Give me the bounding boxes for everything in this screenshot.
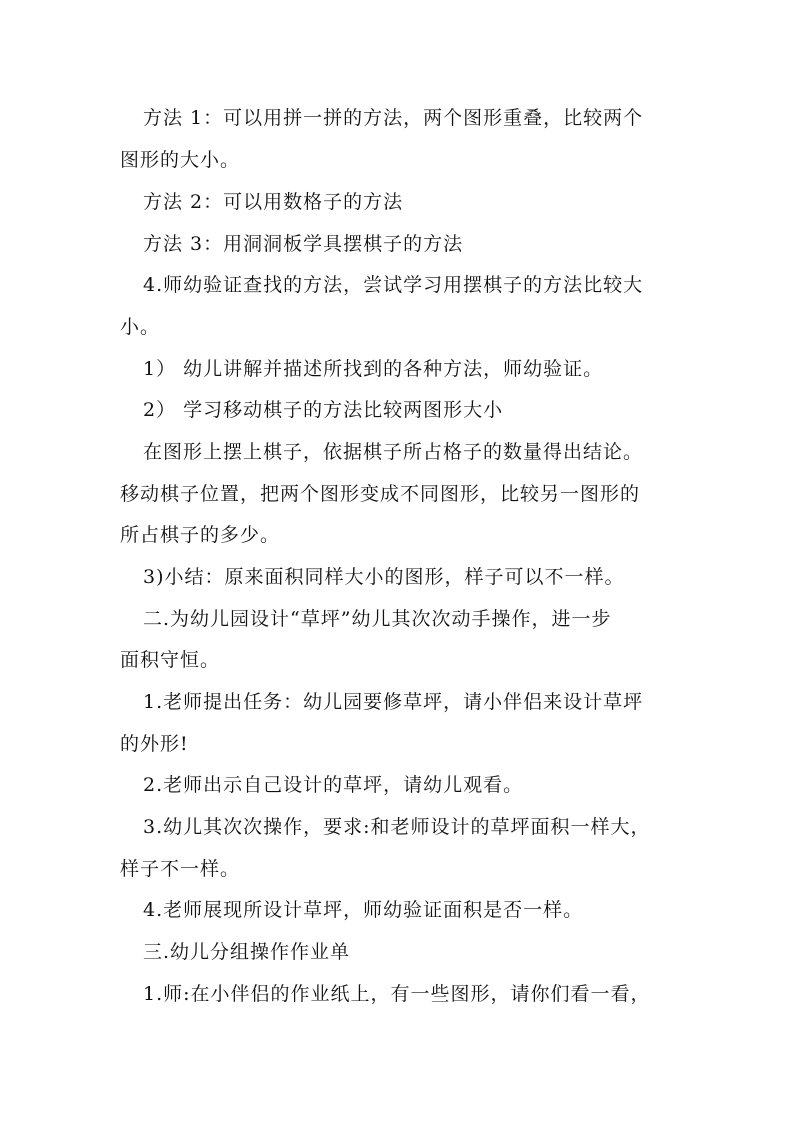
text-line: 二.为幼儿园设计“草坪”幼儿其次次动手操作，进一步 [143,608,612,630]
text-line: 3.幼儿其次次操作，要求:和老师设计的草坪面积一样大， [143,816,651,838]
text-line: 1.老师提出任务：幼儿园要修草坪，请小伴侣来设计草坪 [143,691,644,713]
text-line: 1） 幼儿讲解并描述所找到的各种方法，师幼验证。 [143,358,604,380]
text-line: 4.师幼验证查找的方法，尝试学习用摆棋子的方法比较大 [143,274,644,296]
text-line: 4.老师展现所设计草坪，师幼验证面积是否一样。 [143,899,584,921]
text-line: 2） 学习移动棋子的方法比较两图形大小 [143,399,504,421]
text-line: 样子不一样。 [120,858,241,880]
text-line: 2.老师出示自己设计的草坪，请幼儿观看。 [143,774,524,796]
text-line: 移动棋子位置，把两个图形变成不同图形，比较另一图形的 [120,483,641,505]
text-line: 方法 3：用洞洞板学具摆棋子的方法 [143,233,464,255]
text-line: 图形的大小。 [120,149,241,171]
text-line: 面积守恒。 [120,649,221,671]
text-line: 在图形上摆上棋子，依据棋子所占格子的数量得出结论。 [143,441,644,463]
text-line: 的外形! [120,733,189,755]
text-line: 小。 [120,316,161,338]
text-line: 3)小结：原来面积同样大小的图形，样子可以不一样。 [143,566,625,588]
text-line: 方法 2：可以用数格子的方法 [143,191,404,213]
text-line: 方法 1：可以用拼一拼的方法，两个图形重叠，比较两个 [143,107,644,129]
text-line: 三.幼儿分组操作作业单 [143,941,351,963]
text-line: 所占棋子的多少。 [120,524,281,546]
text-line: 1.师:在小伴侣的作业纸上，有一些图形，请你们看一看， [143,983,651,1005]
